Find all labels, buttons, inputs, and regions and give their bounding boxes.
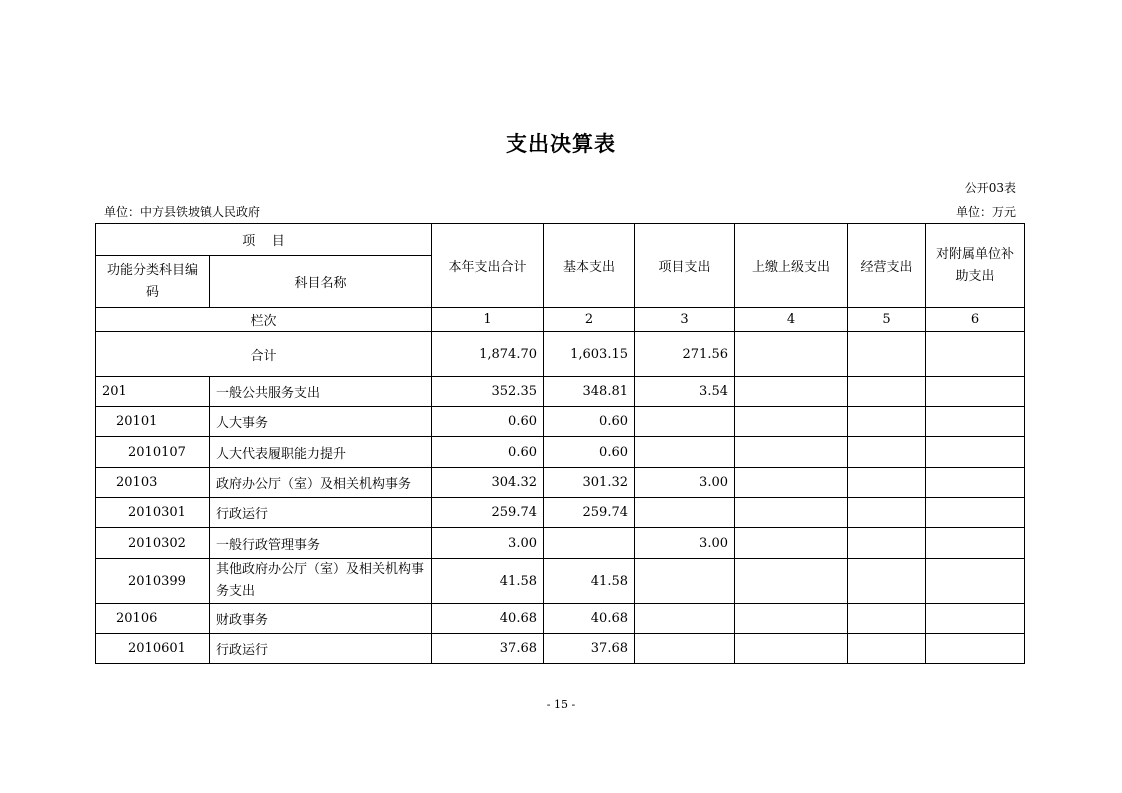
row-operating [848, 559, 926, 604]
row-subsidy [926, 559, 1025, 604]
expenditure-table [95, 223, 1025, 664]
row-project [635, 407, 735, 437]
row-name: 其他政府办公厅（室）及相关机构事务支出 [210, 559, 432, 604]
row-basic: 40.68 [544, 604, 635, 634]
row-code: 201 [96, 377, 210, 407]
row-code: 2010399 [96, 559, 210, 604]
row-project: 3.00 [635, 528, 735, 559]
table-row [96, 437, 1025, 468]
row-project: 3.00 [635, 468, 735, 498]
row-subsidy [926, 634, 1025, 664]
row-basic: 301.32 [544, 468, 635, 498]
row-remit [735, 377, 848, 407]
row-subsidy [926, 498, 1025, 528]
row-remit [735, 468, 848, 498]
header-project: 项 目 [96, 224, 432, 256]
row-code: 20101 [96, 407, 210, 437]
table-row [96, 604, 1025, 634]
row-subsidy [926, 468, 1025, 498]
row-project [635, 498, 735, 528]
header-operating-expenditure: 经营支出 [848, 224, 926, 308]
col-number-2: 2 [544, 308, 635, 332]
row-subsidy [926, 377, 1025, 407]
header-basic-expenditure: 基本支出 [544, 224, 635, 308]
row-remit [735, 498, 848, 528]
table-row [96, 407, 1025, 437]
row-name: 人大代表履职能力提升 [210, 437, 432, 468]
row-total: 304.32 [432, 468, 544, 498]
row-basic: 37.68 [544, 634, 635, 664]
row-name: 行政运行 [210, 498, 432, 528]
col-number-6: 6 [926, 308, 1025, 332]
row-project [635, 437, 735, 468]
header-remit-upper-expenditure: 上缴上级支出 [735, 224, 848, 308]
row-total: 0.60 [432, 437, 544, 468]
row-remit [735, 407, 848, 437]
row-basic [544, 528, 635, 559]
row-operating [848, 407, 926, 437]
row-operating [848, 604, 926, 634]
total-sum: 1,874.70 [432, 332, 544, 377]
total-row [96, 332, 1025, 377]
header-subsidiary-subsidy: 对附属单位补助支出 [926, 224, 1025, 308]
currency-unit: 单位：万元 [955, 205, 1016, 219]
row-code: 20103 [96, 468, 210, 498]
col-number-3: 3 [635, 308, 735, 332]
row-total: 40.68 [432, 604, 544, 634]
row-name: 财政事务 [210, 604, 432, 634]
row-code: 2010302 [96, 528, 210, 559]
header-total-expenditure: 本年支出合计 [432, 224, 544, 308]
row-remit [735, 634, 848, 664]
row-project [635, 604, 735, 634]
row-code: 2010107 [96, 437, 210, 468]
row-basic: 41.58 [544, 559, 635, 604]
row-operating [848, 437, 926, 468]
row-code: 2010301 [96, 498, 210, 528]
header-func-code: 功能分类科目编码 [96, 256, 210, 308]
header-subject-name: 科目名称 [210, 256, 432, 308]
reporting-unit: 单位：中方县铁坡镇人民政府 [104, 205, 261, 219]
row-project [635, 559, 735, 604]
table-row [96, 528, 1025, 559]
row-total: 41.58 [432, 559, 544, 604]
row-subsidy [926, 437, 1025, 468]
total-basic: 1,603.15 [544, 332, 635, 377]
row-operating [848, 634, 926, 664]
row-project [635, 634, 735, 664]
total-project: 271.56 [635, 332, 735, 377]
row-basic: 0.60 [544, 437, 635, 468]
row-operating [848, 498, 926, 528]
page-title: 支出决算表 [506, 132, 616, 156]
row-basic: 259.74 [544, 498, 635, 528]
row-total: 259.74 [432, 498, 544, 528]
row-operating [848, 377, 926, 407]
row-name: 一般公共服务支出 [210, 377, 432, 407]
page-number: - 15 - [546, 698, 576, 711]
row-basic: 0.60 [544, 407, 635, 437]
table-row [96, 559, 1025, 604]
total-label: 合计 [96, 332, 432, 377]
table-row [96, 468, 1025, 498]
row-basic: 348.81 [544, 377, 635, 407]
row-name: 一般行政管理事务 [210, 528, 432, 559]
row-subsidy [926, 407, 1025, 437]
form-number: 公开03表 [964, 181, 1016, 195]
row-total: 352.35 [432, 377, 544, 407]
row-total: 3.00 [432, 528, 544, 559]
table-row [96, 377, 1025, 407]
col-number-4: 4 [735, 308, 848, 332]
header-lanci: 栏次 [96, 308, 432, 332]
header-project-expenditure: 项目支出 [635, 224, 735, 308]
row-remit [735, 604, 848, 634]
row-name: 人大事务 [210, 407, 432, 437]
row-subsidy [926, 528, 1025, 559]
col-number-1: 1 [432, 308, 544, 332]
total-operating [848, 332, 926, 377]
col-number-5: 5 [848, 308, 926, 332]
row-total: 0.60 [432, 407, 544, 437]
total-remit [735, 332, 848, 377]
table-row [96, 498, 1025, 528]
row-name: 行政运行 [210, 634, 432, 664]
row-code: 2010601 [96, 634, 210, 664]
row-remit [735, 559, 848, 604]
row-operating [848, 528, 926, 559]
table-row [96, 634, 1025, 664]
row-subsidy [926, 604, 1025, 634]
row-project: 3.54 [635, 377, 735, 407]
row-operating [848, 468, 926, 498]
row-name: 政府办公厅（室）及相关机构事务 [210, 468, 432, 498]
row-remit [735, 437, 848, 468]
row-code: 20106 [96, 604, 210, 634]
total-subsidy [926, 332, 1025, 377]
row-remit [735, 528, 848, 559]
row-total: 37.68 [432, 634, 544, 664]
